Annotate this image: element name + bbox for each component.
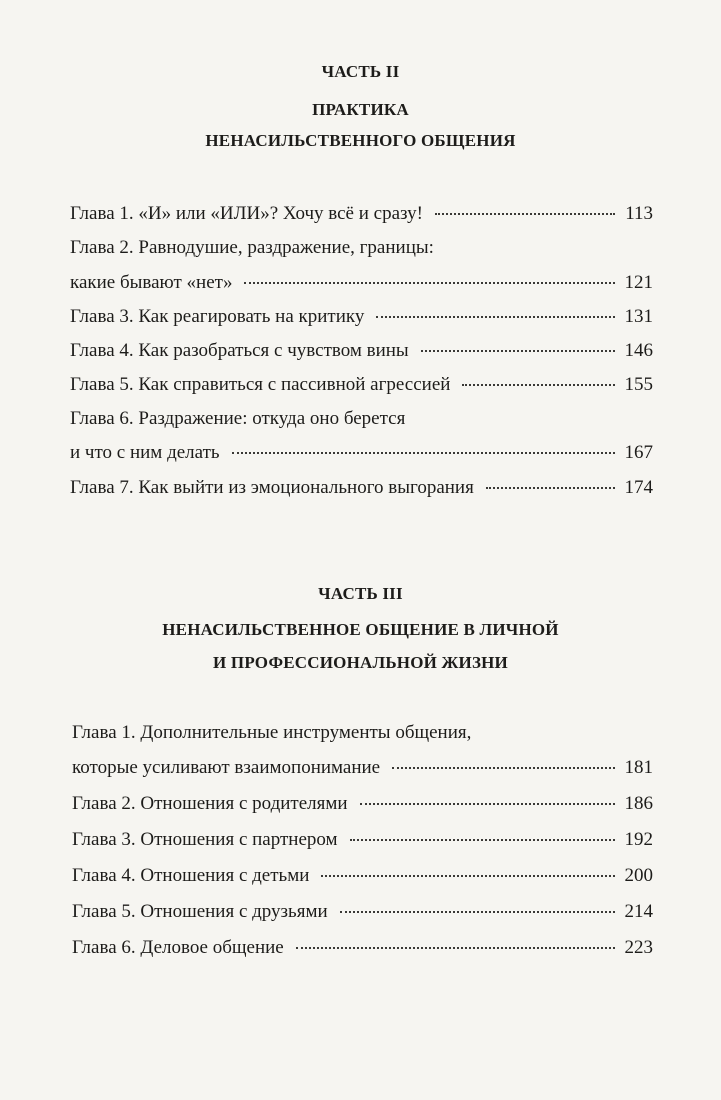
toc-page-number: 131 xyxy=(624,306,653,327)
toc-entry-p3-ch2[interactable] xyxy=(72,792,653,816)
dot-leader xyxy=(360,802,615,805)
dot-leader xyxy=(244,281,614,284)
toc-page-number: 113 xyxy=(625,203,653,224)
toc-page-number: 146 xyxy=(624,340,653,361)
toc-entry-p2-ch2[interactable] xyxy=(70,236,653,260)
toc-entry-p3-ch3[interactable] xyxy=(72,828,653,852)
toc-entry-text: Глава 6. Раздражение: откуда оно берется xyxy=(70,408,406,429)
dot-leader xyxy=(462,383,614,386)
toc-entry-text: Глава 5. Как справиться с пассивной агрессией xyxy=(70,374,451,395)
toc-entry-p3-ch6[interactable] xyxy=(72,936,653,960)
toc-entry-p2-ch1[interactable] xyxy=(70,202,653,226)
toc-entry-text: Глава 4. Отношения с детьми xyxy=(72,865,310,886)
toc-entry-text: которые усиливают взаимопонимание xyxy=(72,757,381,778)
toc-page-number: 186 xyxy=(624,793,653,814)
dot-leader xyxy=(392,766,614,769)
toc-entry-text: Глава 3. Как реагировать на критику xyxy=(70,306,365,327)
toc-entry-p3-ch4[interactable] xyxy=(72,864,653,888)
toc-entry-text: Глава 1. «И» или «ИЛИ»? Хочу всё и сразу! xyxy=(70,203,423,224)
toc-entry-p2-ch6[interactable] xyxy=(70,407,653,431)
toc-entry-p2-ch3[interactable] xyxy=(70,305,653,329)
toc-entry-text: Глава 7. Как выйти из эмоционального выгорания xyxy=(70,477,474,498)
toc-entry-p2-ch5[interactable] xyxy=(70,373,653,397)
toc-page-number: 167 xyxy=(624,442,653,463)
part2-label: ЧАСТЬ II xyxy=(321,62,400,81)
toc-entry-p2-ch7[interactable] xyxy=(70,476,653,500)
toc-entry-text: Глава 4. Как разобраться с чувством вины xyxy=(70,340,409,361)
toc-entry-p3-ch1-cont[interactable] xyxy=(72,756,653,780)
dot-leader xyxy=(376,315,614,318)
toc-entry-p2-ch6-cont[interactable] xyxy=(70,441,653,465)
toc-entry-text: Глава 3. Отношения с партнером xyxy=(72,829,338,850)
dot-leader xyxy=(421,349,615,352)
part2-title-line2: НЕНАСИЛЬСТВЕННОГО ОБЩЕНИЯ xyxy=(205,131,516,150)
toc-entry-text: Глава 2. Равнодушие, раздражение, границы: xyxy=(70,237,434,258)
dot-leader xyxy=(232,451,615,454)
dot-leader xyxy=(296,946,615,949)
part3-title-line2: И ПРОФЕССИОНАЛЬНОЙ ЖИЗНИ xyxy=(213,653,508,672)
toc-page-number: 121 xyxy=(624,272,653,293)
toc-page-number: 223 xyxy=(624,937,653,958)
toc-entry-text: Глава 2. Отношения с родителями xyxy=(72,793,348,814)
toc-page-number: 200 xyxy=(624,865,653,886)
toc-entry-p2-ch2-cont[interactable] xyxy=(70,271,653,295)
toc-entry-p3-ch1[interactable] xyxy=(72,721,653,745)
dot-leader xyxy=(350,838,615,841)
toc-entry-text: Глава 1. Дополнительные инструменты общения, xyxy=(72,722,472,743)
dot-leader xyxy=(321,874,614,877)
toc-page-number: 181 xyxy=(624,757,653,778)
toc-entry-p3-ch5[interactable] xyxy=(72,900,653,924)
toc-entry-p2-ch4[interactable] xyxy=(70,339,653,363)
toc-page-number: 174 xyxy=(624,477,653,498)
dot-leader xyxy=(340,910,615,913)
part2-title-line1: ПРАКТИКА xyxy=(312,100,409,119)
part3-label: ЧАСТЬ III xyxy=(318,584,403,603)
dot-leader xyxy=(486,486,615,489)
toc-page-number: 192 xyxy=(624,829,653,850)
toc-entry-text: Глава 6. Деловое общение xyxy=(72,937,284,958)
dot-leader xyxy=(435,212,615,215)
part3-title-line1: НЕНАСИЛЬСТВЕННОЕ ОБЩЕНИЕ В ЛИЧНОЙ xyxy=(162,620,559,639)
toc-entry-text: какие бывают «нет» xyxy=(70,272,233,293)
toc-entry-text: и что с ним делать xyxy=(70,442,220,463)
toc-entry-text: Глава 5. Отношения с друзьями xyxy=(72,901,328,922)
toc-page-number: 155 xyxy=(624,374,653,395)
toc-page-number: 214 xyxy=(624,901,653,922)
